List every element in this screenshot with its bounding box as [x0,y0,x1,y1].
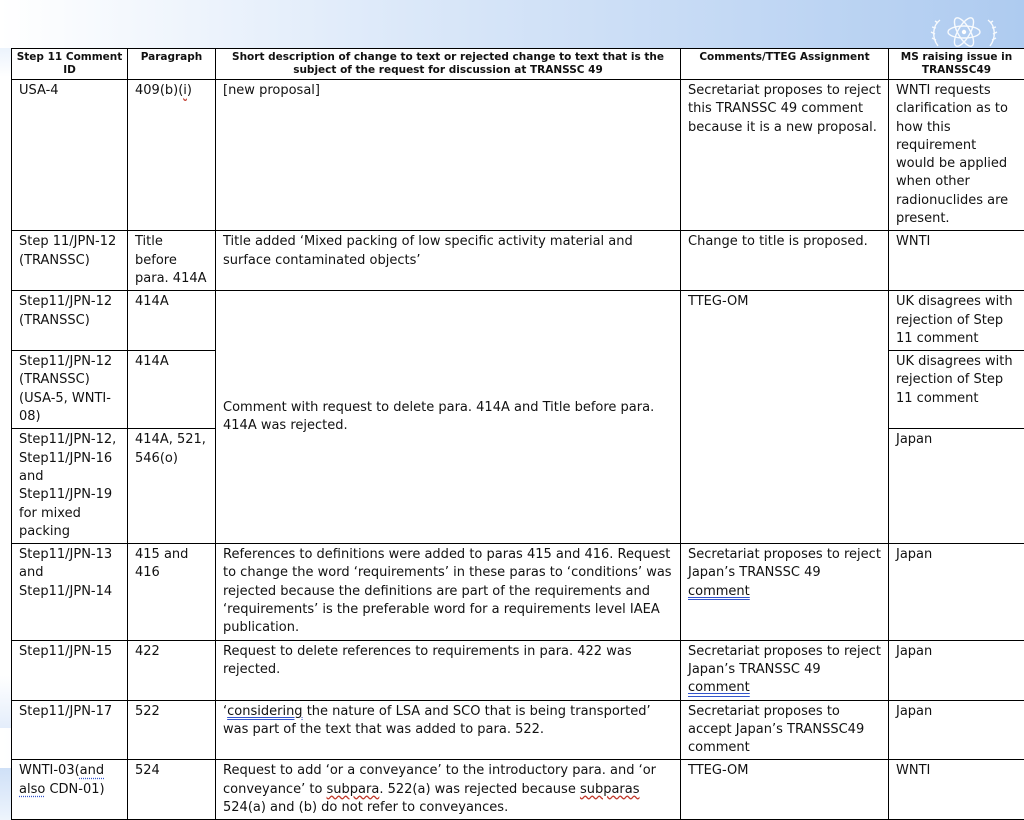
cell-paragraph: 414A [128,291,216,351]
cell-ms: Japan [889,429,1024,544]
cell-ms: WNTI [889,760,1024,820]
cell-ms: Japan [889,544,1024,640]
comment-id-text: CDN-01) [45,782,104,797]
table-row [12,544,1024,640]
spelling-flag: subparas [580,782,640,797]
cell-paragraph: 422 [128,640,216,700]
cell-assignment: Secretariat proposes to accept Japan’s TRANSSC49 comment [681,700,889,760]
cell-assignment-merged: TTEG-OM [681,291,889,544]
cell-ms: Japan [889,640,1024,700]
cell-comment-id [12,760,128,820]
description-text: the nature of LSA and SCO that is being transported’ was part of the text that was added to para. 522. [223,704,651,737]
cell-description: Request to delete references to requirements in para. 422 was rejected. [216,640,681,700]
col-header-paragraph: Paragraph [128,49,216,80]
grammar-flag: and [80,763,104,778]
assignment-text: Secretariat proposes to reject Japan’s TRANSSC 49 [688,644,881,677]
cell-paragraph: Title before para. 414A [128,231,216,291]
description-text: Request to add ‘or a conveyance’ to the introductory para. and ‘or conveyance’ to [223,763,656,796]
header-band [0,0,1024,48]
cell-paragraph: 414A, 521, 546(o) [128,429,216,544]
col-header-comment-id: Step 11 Comment ID [12,49,128,80]
cell-comment-id: Step11/JPN-12 (TRANSSC) [12,291,128,351]
cell-paragraph [128,80,216,231]
cell-assignment [681,544,889,640]
cell-ms: UK disagrees with rejection of Step 11 comment [889,291,1024,351]
assignment-text: Secretariat proposes to reject Japan’s TRANSSC 49 [688,547,881,580]
grammar-flag: also [19,782,45,797]
cell-comment-id: USA-4 [12,80,128,231]
cell-ms: WNTI requests clarification as to how this requirement would be applied when other radionuclides are present. [889,80,1024,231]
cell-ms: WNTI [889,231,1024,291]
cell-assignment: Change to title is proposed. [681,231,889,291]
cell-ms: Japan [889,700,1024,760]
table-row [12,700,1024,760]
spelling-flag: subpara [327,782,380,797]
grammar-flag: comment [688,584,750,599]
cell-comment-id: Step11/JPN-12, Step11/JPN-16 and Step11/JPN-19 for mixed packing [12,429,128,544]
cell-paragraph: 524 [128,760,216,820]
grammar-flag: considering [227,704,302,719]
iaea-logo-icon [928,16,1000,50]
comments-table [11,48,1024,820]
cell-comment-id: Step11/JPN-17 [12,700,128,760]
col-header-description: Short description of change to text or rejected change to text that is the subject of the request for discussion at TRANSSC 49 [216,49,681,80]
col-header-ms: MS raising issue in TRANSSC49 [889,49,1024,80]
cell-comment-id: Step 11/JPN-12 (TRANSSC) [12,231,128,291]
cell-paragraph: 414A [128,351,216,429]
spelling-flag: i [183,83,187,98]
cell-description: ‘considering the nature of LSA and SCO that is being transported’ was part of the text that was added to para. 522. [216,700,681,760]
grammar-flag: comment [688,680,750,695]
cell-description [216,760,681,820]
cell-paragraph: 415 and 416 [128,544,216,640]
cell-assignment: TTEG-OM [681,760,889,820]
cell-description: Title added ‘Mixed packing of low specific activity material and surface contaminated objects’ [216,231,681,291]
cell-ms: UK disagrees with rejection of Step 11 comment [889,351,1024,429]
cell-comment-id: Step11/JPN-12 (TRANSSC) (USA-5, WNTI-08) [12,351,128,429]
paragraph-text: 409(b)( [135,83,183,98]
cell-paragraph: 522 [128,700,216,760]
description-text: . 522(a) was rejected because [379,782,580,797]
table-header-row [12,49,1024,80]
table-row [12,640,1024,700]
cell-comment-id: Step11/JPN-15 [12,640,128,700]
cell-assignment [681,640,889,700]
table-row [12,80,1024,231]
table-row [12,231,1024,291]
col-header-assignment: Comments/TTEG Assignment [681,49,889,80]
cell-description: References to definitions were added to paras 415 and 416. Request to change the word ‘requirements’ in these paras to ‘conditions’ was rejected because the definitions are part of the requirements and ‘requirements’ is the preferable word for a requirements level IAEA publication. [216,544,681,640]
table-row [12,760,1024,820]
paragraph-text: ) [187,83,192,98]
cell-comment-id: Step11/JPN-13 and Step11/JPN-14 [12,544,128,640]
cell-description: [new proposal] [216,80,681,231]
comment-id-text: WNTI-03( [19,763,80,778]
cell-assignment: Secretariat proposes to reject this TRANSSC 49 comment because it is a new proposal. [681,80,889,231]
table-row [12,291,1024,351]
cell-description-merged: Comment with request to delete para. 414A and Title before para. 414A was rejected. [216,291,681,544]
description-text: 524(a) and (b) do not refer to conveyances. [223,800,508,815]
